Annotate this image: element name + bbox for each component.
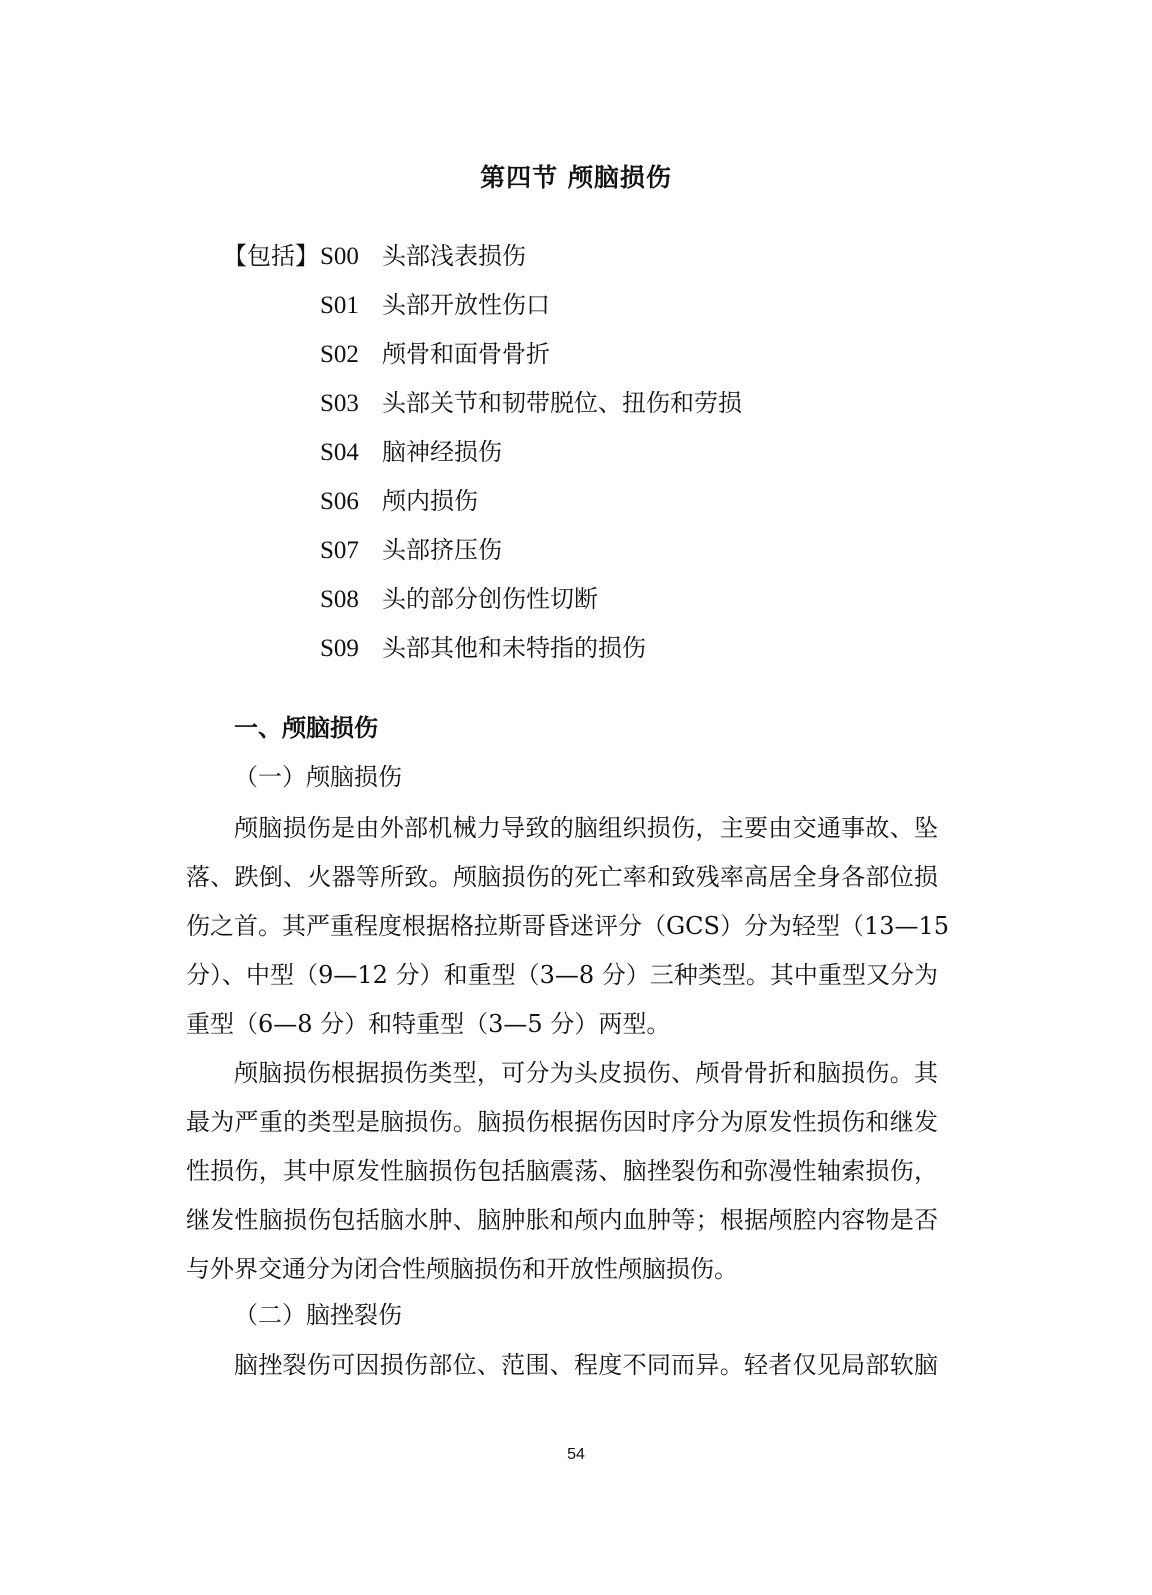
paragraph-line: 分）、中型（9—12 分）和重型（3—8 分）三种类型。其中重型又分为 <box>186 961 938 989</box>
code-description: 颅内损伤 <box>382 487 478 515</box>
heading-level-1: 一、颅脑损伤 <box>234 714 378 742</box>
paragraph-line: 最为严重的类型是脑损伤。脑损伤根据伤因时序分为原发性损伤和继发 <box>186 1108 938 1136</box>
code-row <box>320 630 742 679</box>
paragraph-2 <box>186 1049 938 1294</box>
paragraph-line: 与外界交通分为闭合性颅脑损伤和开放性颅脑损伤。 <box>186 1255 738 1283</box>
paragraph-line: 落、跌倒、火器等所致。颅脑损伤的死亡率和致残率高居全身各部位损 <box>186 863 938 891</box>
code-description: 头部关节和韧带脱位、扭伤和劳损 <box>382 389 742 417</box>
code-description: 颅骨和面骨骨折 <box>382 340 550 368</box>
code: S02 <box>320 341 359 368</box>
code: S09 <box>320 635 359 662</box>
subheading-brain-contusion: （二）脑挫裂伤 <box>234 1301 402 1329</box>
code-description: 头部开放性伤口 <box>382 291 550 319</box>
code-row <box>320 434 742 483</box>
code-row <box>320 532 742 581</box>
code-description: 头部浅表损伤 <box>382 242 526 270</box>
code-description: 头部其他和未特指的损伤 <box>382 634 646 662</box>
paragraph-line: 伤之首。其严重程度根据格拉斯哥昏迷评分（GCS）分为轻型（13—15 <box>186 912 950 940</box>
code: S04 <box>320 439 359 466</box>
paragraph-line: 颅脑损伤根据损伤类型，可分为头皮损伤、颅骨骨折和脑损伤。其 <box>234 1059 938 1087</box>
code: S07 <box>320 537 359 564</box>
paragraph-3 <box>186 1341 938 1390</box>
code-description: 脑神经损伤 <box>382 438 502 466</box>
paragraph-line: 继发性脑损伤包括脑水肿、脑肿胀和颅内血肿等；根据颅腔内容物是否 <box>186 1206 938 1234</box>
paragraph-line: 性损伤，其中原发性脑损伤包括脑震荡、脑挫裂伤和弥漫性轴索损伤， <box>186 1157 938 1185</box>
code-row <box>320 385 742 434</box>
include-label: 【包括】 <box>223 242 319 270</box>
section-title: 第四节 颅脑损伤 <box>480 163 672 192</box>
paragraph-1 <box>186 804 950 1049</box>
code: S06 <box>320 488 359 515</box>
page-number: 54 <box>567 1446 585 1463</box>
code-row <box>320 483 742 532</box>
code: S00 <box>320 243 359 270</box>
code-row <box>320 287 742 336</box>
code-row <box>320 238 742 287</box>
code-description: 头的部分创伤性切断 <box>382 585 598 613</box>
paragraph-line: 重型（6—8 分）和特重型（3—5 分）两型。 <box>186 1010 671 1038</box>
code-row <box>320 336 742 385</box>
code-description: 头部挤压伤 <box>382 536 502 564</box>
paragraph-line: 颅脑损伤是由外部机械力导致的脑组织损伤，主要由交通事故、坠 <box>234 814 938 842</box>
code-list <box>320 238 742 679</box>
code: S01 <box>320 292 359 319</box>
subheading-craniocerebral-injury: （一）颅脑损伤 <box>234 763 402 791</box>
paragraph-line: 脑挫裂伤可因损伤部位、范围、程度不同而异。轻者仅见局部软脑 <box>234 1351 938 1379</box>
code: S08 <box>320 586 359 613</box>
code-row <box>320 581 742 630</box>
code: S03 <box>320 390 359 417</box>
